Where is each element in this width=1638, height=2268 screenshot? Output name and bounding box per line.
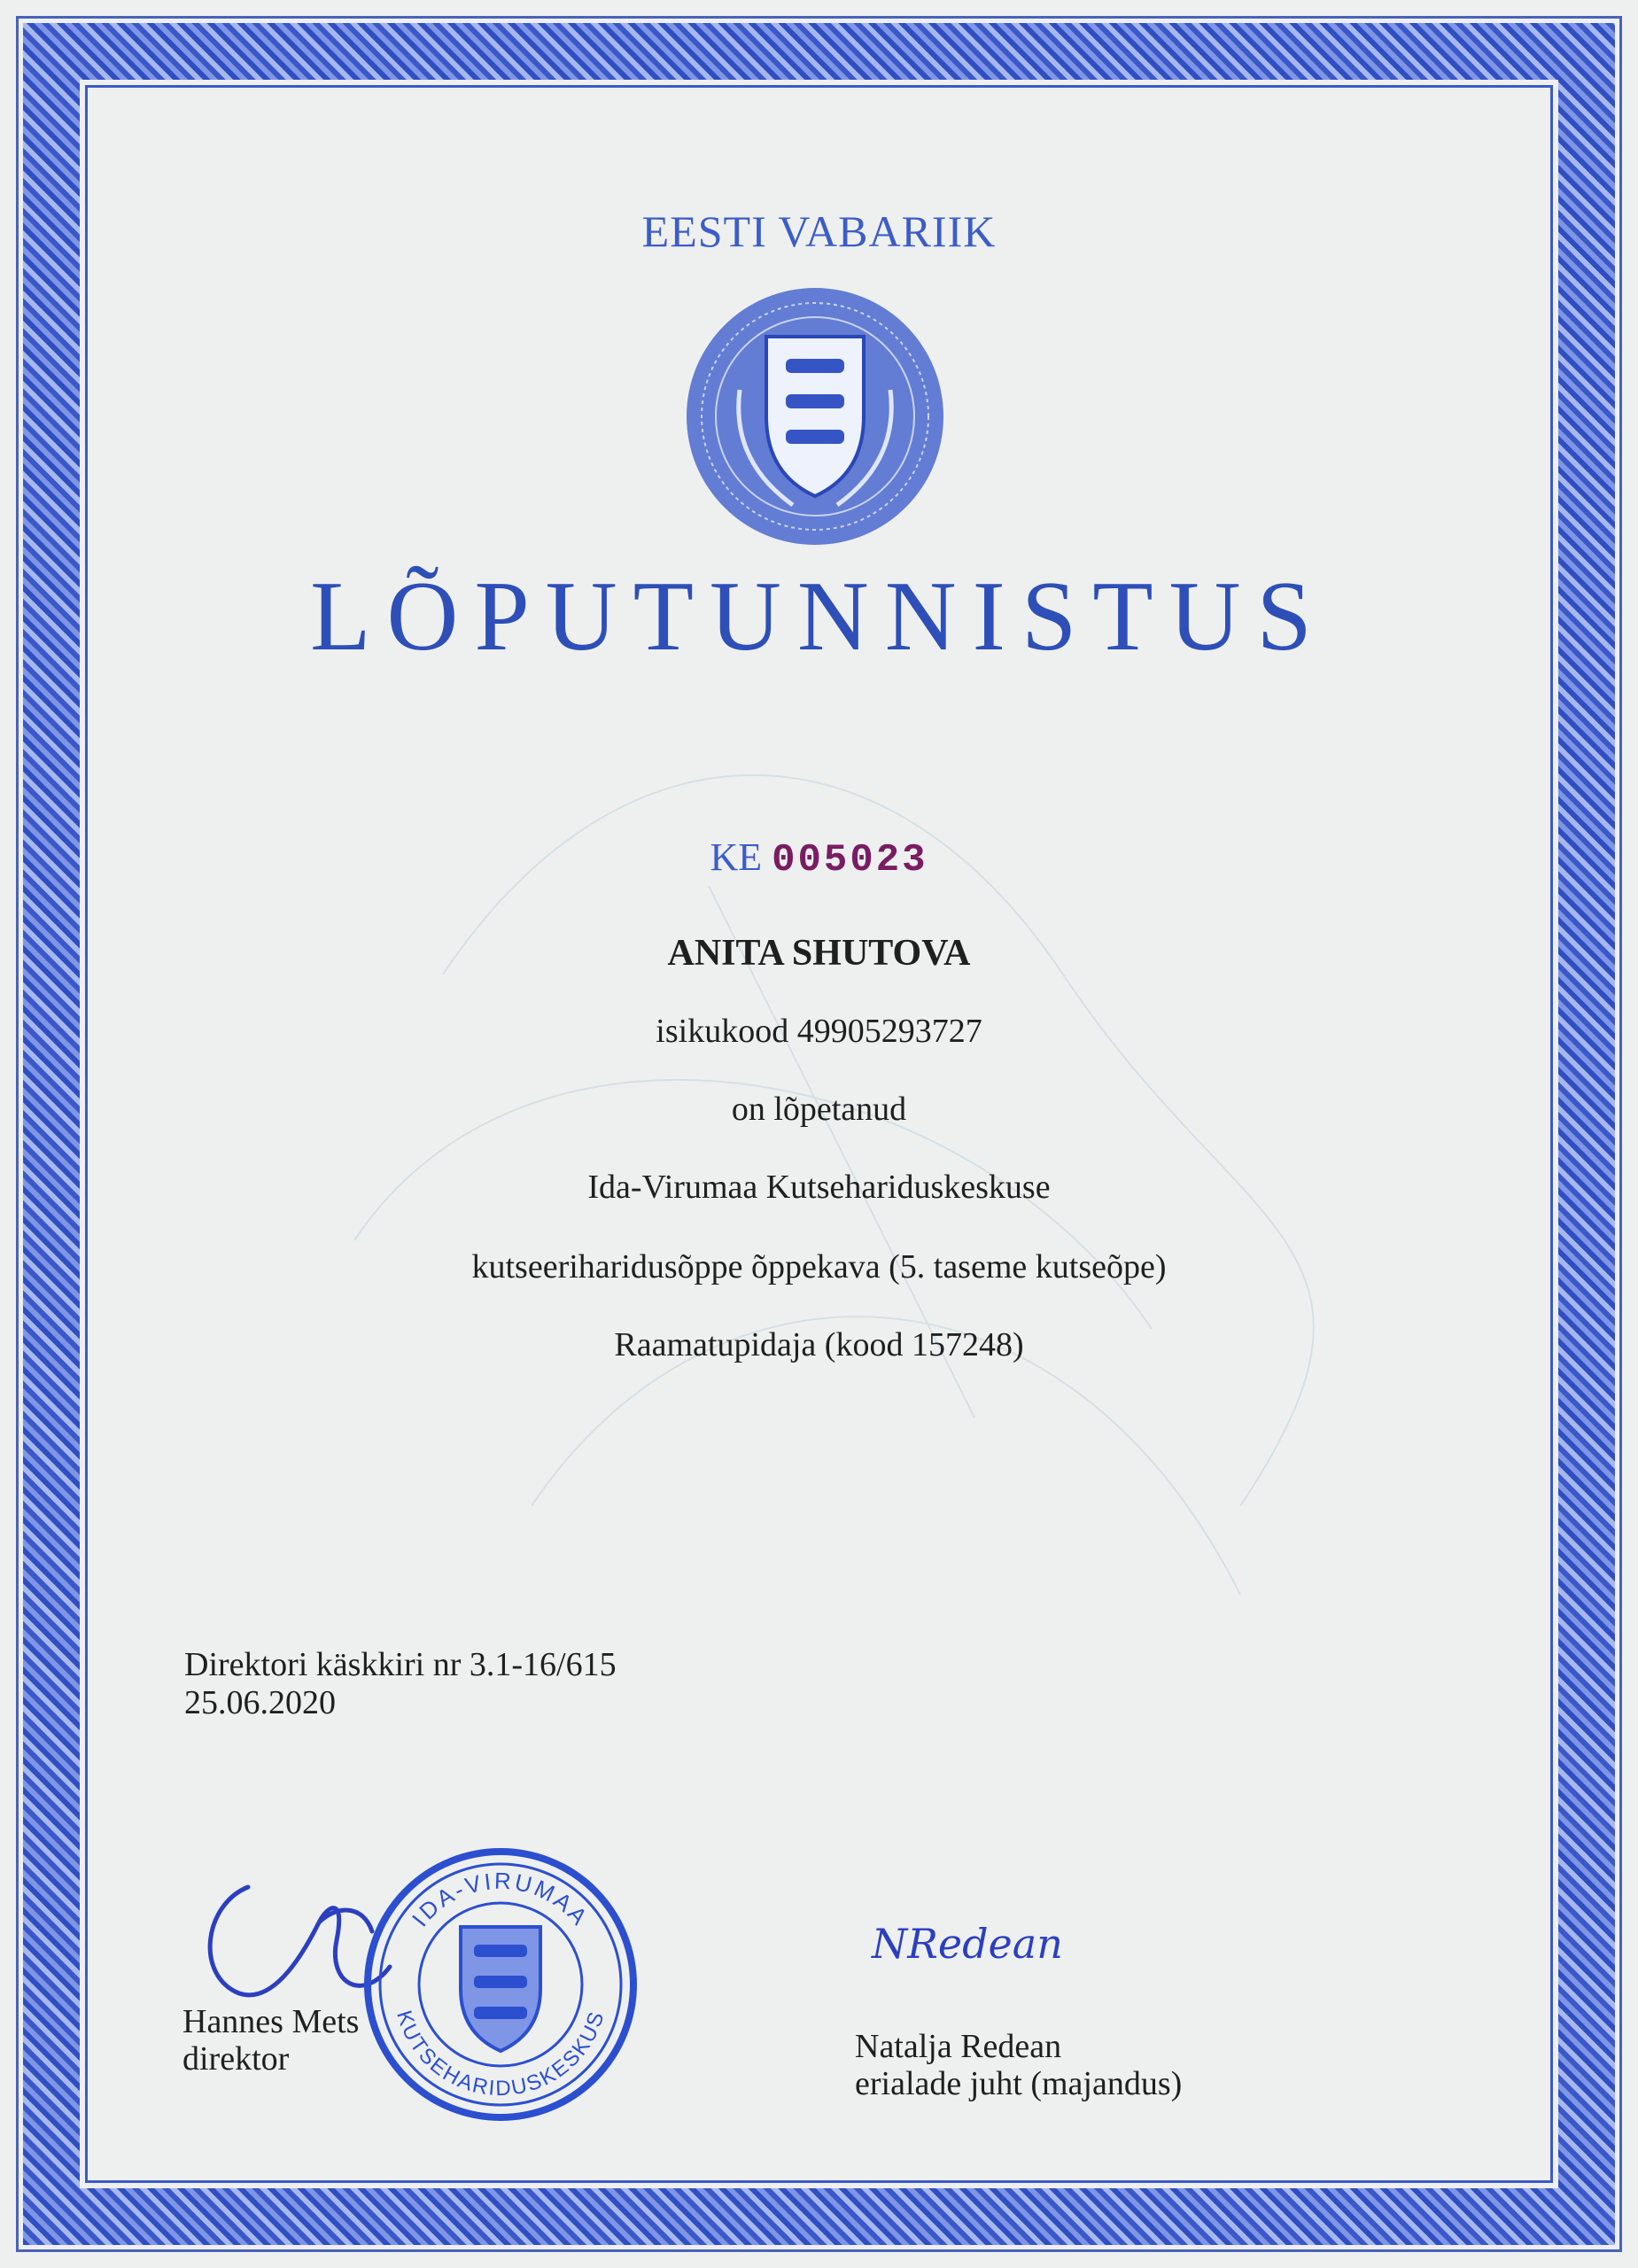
document-title: LÕPUTUNNISTUS: [310, 562, 1328, 672]
director-name: Hannes Mets: [182, 2003, 360, 2040]
director-role: direktor: [182, 2039, 290, 2078]
stamp-top-text: IDA-VIRUMAA: [406, 1867, 594, 1932]
school-name: Ida-Virumaa Kutsehariduskeskuse: [587, 1169, 1051, 1206]
country-heading: EESTI VABARIIK: [641, 206, 997, 256]
order-text: Direktori käskkiri nr 3.1-16/615: [184, 1646, 617, 1683]
coat-of-arms-icon: [669, 284, 961, 549]
second-signature-script: NRedean: [872, 1920, 1063, 1968]
order-reference: [184, 1646, 617, 1721]
holder-name: ANITA SHUTOVA: [667, 933, 971, 974]
signatory-head: [855, 2029, 1182, 2103]
serial-digits: 005023: [772, 838, 928, 882]
svg-text:IDA-VIRUMAA: [407, 1868, 594, 1932]
head-role: erialade juht (majandus): [855, 2064, 1183, 2102]
programme-name: Raamatupidaja (kood 157248): [614, 1326, 1024, 1363]
serial-prefix: KE: [710, 835, 763, 879]
stamp-bottom-text: KUTSEHARIDUSKESKUS: [392, 2008, 609, 2101]
order-date: 25.06.2020: [184, 1683, 336, 1721]
completed-statement: on lõpetanud: [731, 1091, 907, 1128]
head-name: Natalja Redean: [855, 2028, 1062, 2065]
second-signature: [868, 1914, 1081, 1976]
signatory-director: [182, 2004, 359, 2078]
programme-type: kutseeriharidusõppe õppekava (5. taseme kutseõpe): [471, 1248, 1167, 1285]
holder-id: isikukood 49905293727: [656, 1013, 982, 1050]
institution-seal-icon: [359, 1843, 642, 2126]
serial-number: [0, 835, 1638, 882]
